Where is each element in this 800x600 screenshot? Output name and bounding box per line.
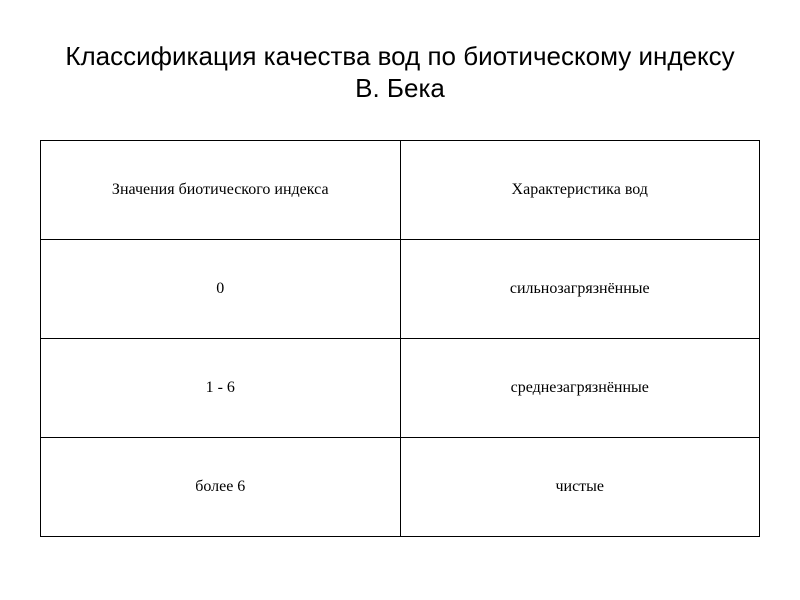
- table-row: [41, 339, 760, 438]
- header-water-characteristic: Характеристика вод: [400, 141, 760, 240]
- page-title-line-2: В. Бека: [355, 73, 445, 103]
- classification-table: [40, 140, 760, 537]
- page-title: [0, 40, 800, 104]
- index-value-cell: более 6: [41, 438, 401, 537]
- table-row: [41, 240, 760, 339]
- characteristic-cell: чистые: [400, 438, 760, 537]
- index-value-cell: 1 - 6: [41, 339, 401, 438]
- table-row: [41, 438, 760, 537]
- index-value-cell: 0: [41, 240, 401, 339]
- page-title-line-1: Классификация качества вод по биотическому индексу: [65, 41, 735, 71]
- header-index-values: Значения биотического индекса: [41, 141, 401, 240]
- table-header-row: [41, 141, 760, 240]
- characteristic-cell: сильнозагрязнённые: [400, 240, 760, 339]
- characteristic-cell: среднезагрязнённые: [400, 339, 760, 438]
